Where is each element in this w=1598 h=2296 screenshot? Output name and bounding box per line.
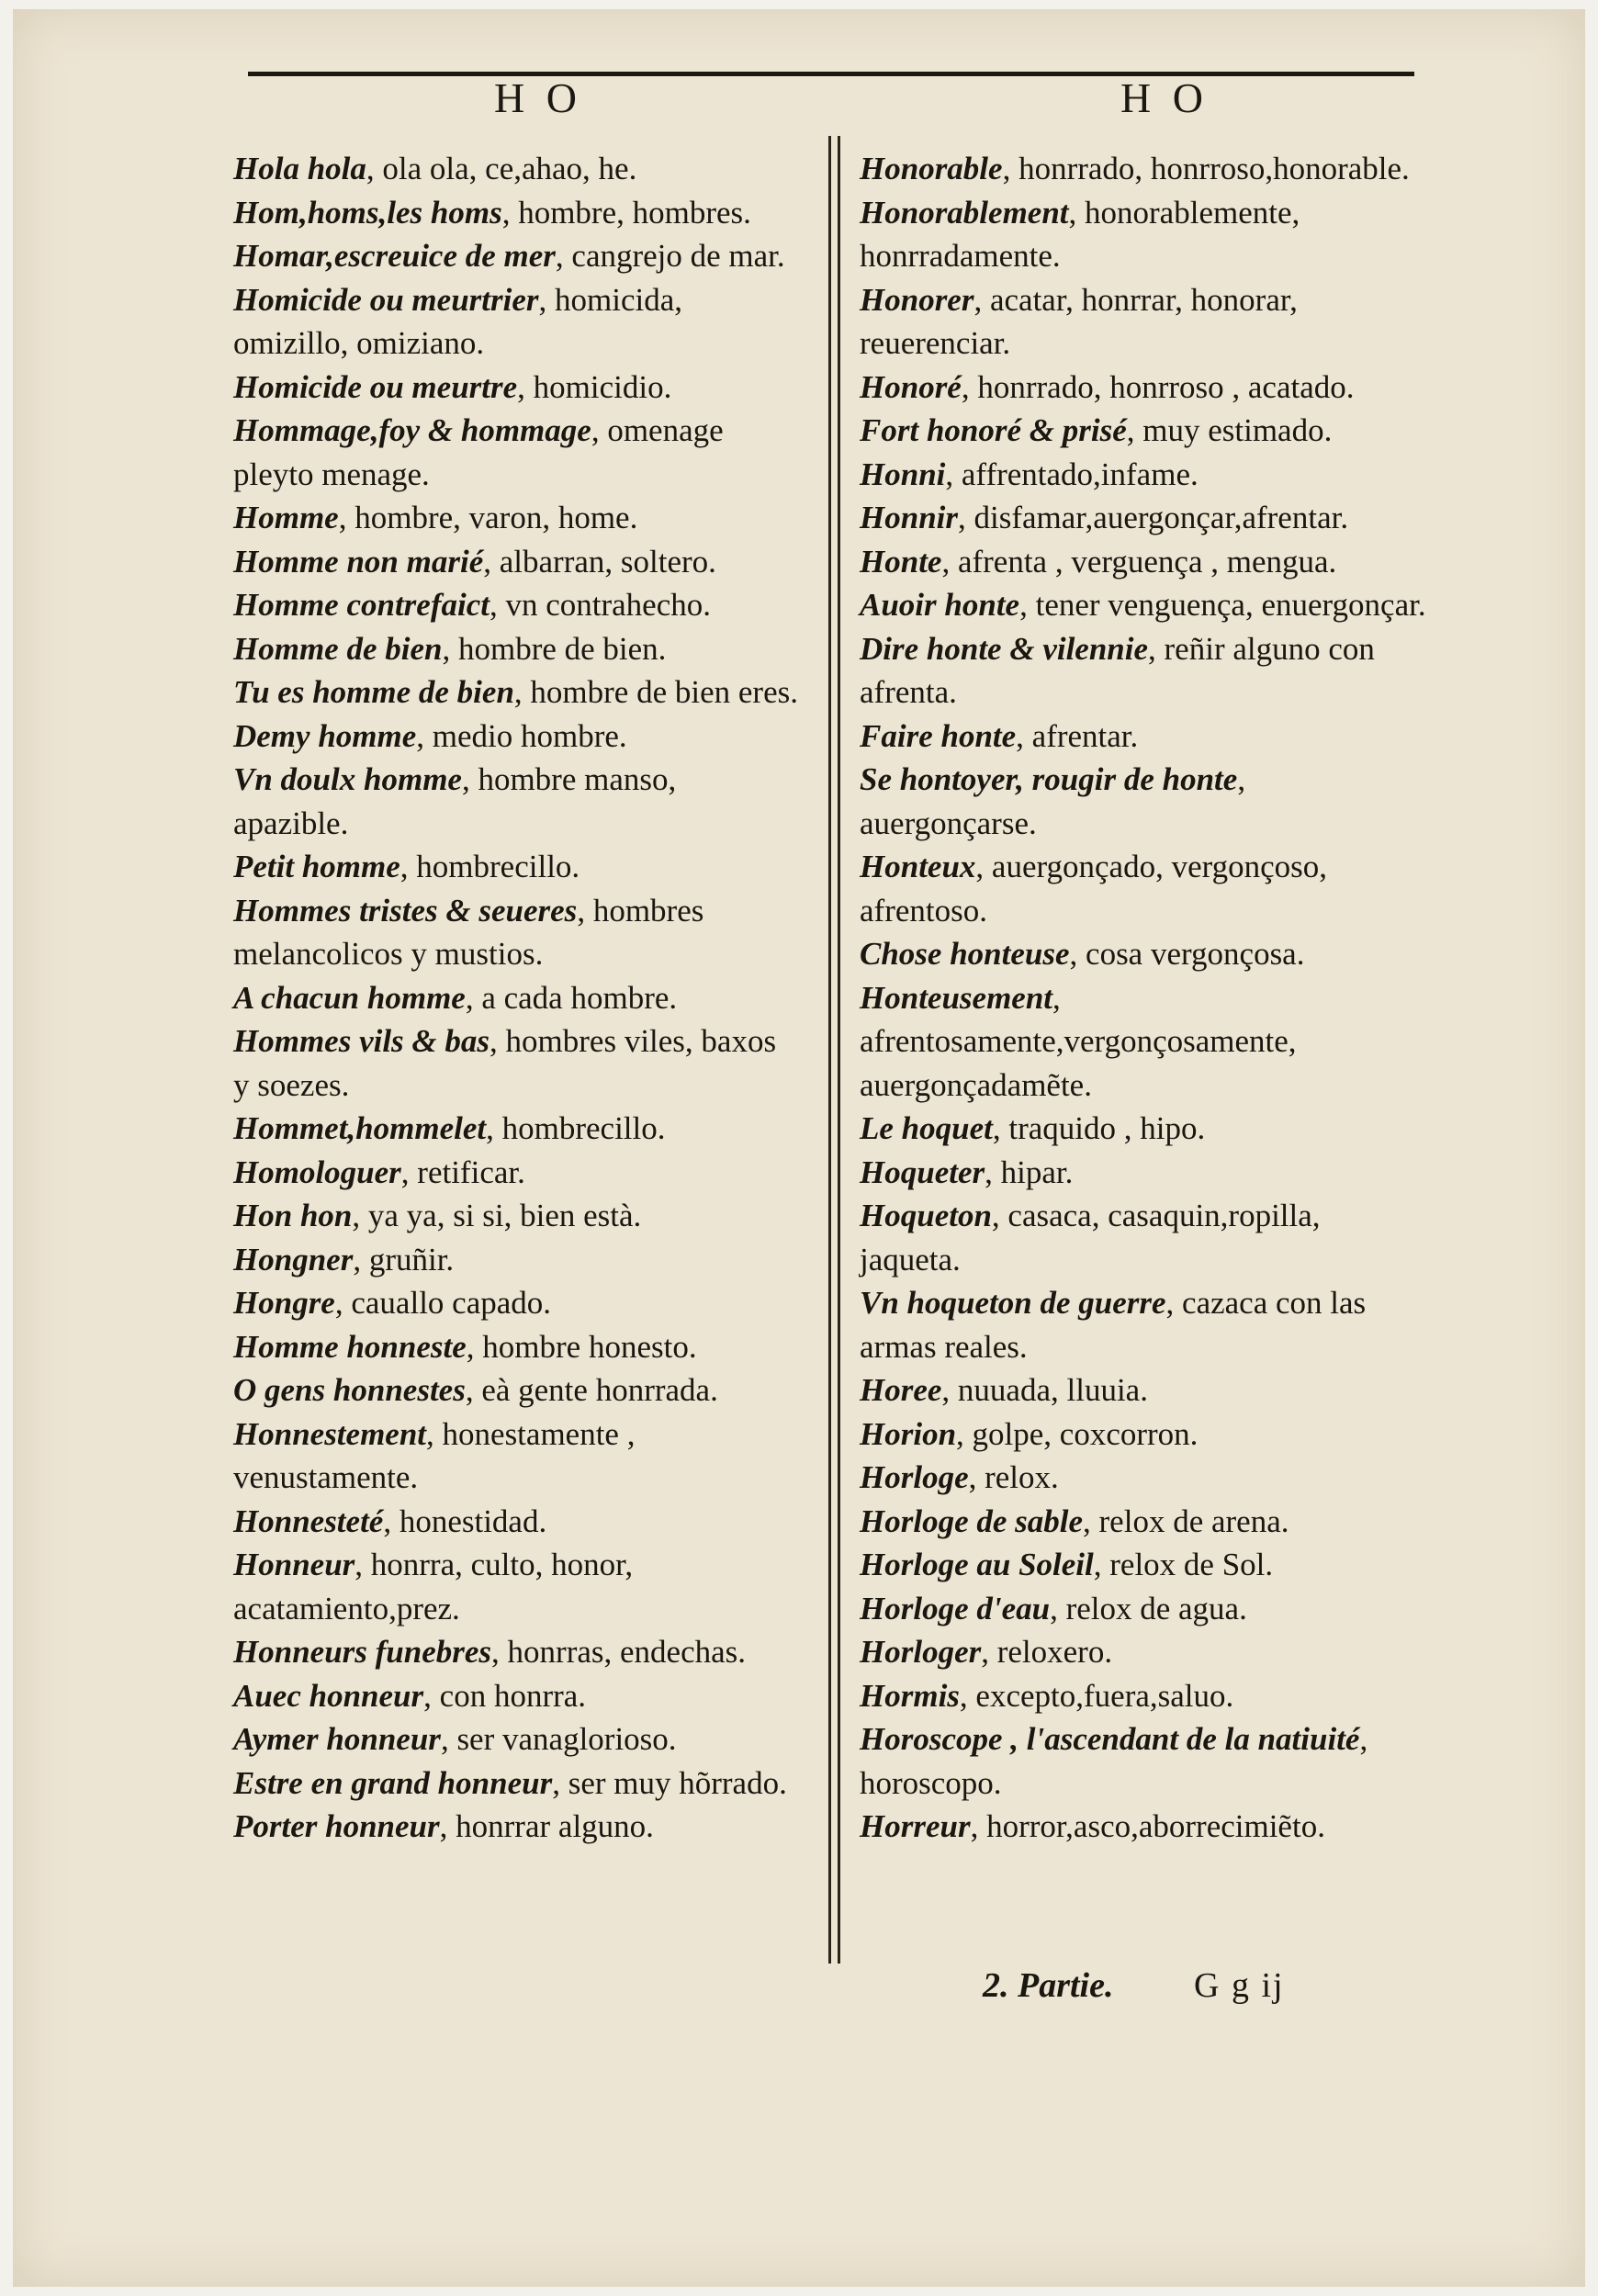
- entry-translation: honrras, endechas.: [507, 1634, 747, 1670]
- entry-headword: Homme: [233, 500, 339, 535]
- entry-translation: eà gente honrrada.: [481, 1372, 718, 1408]
- entry-headword: Honnesteté: [233, 1503, 384, 1539]
- dictionary-entry: Homme contrefaict, vn contrahecho.: [233, 587, 712, 623]
- entry-headword: Hommage,foy & hommage: [233, 412, 591, 448]
- entry-headword: Honteux: [860, 849, 976, 884]
- entry-headword: Homme non marié: [233, 543, 484, 580]
- dictionary-entry: Honnestement, honestamente , venustamente.: [233, 1415, 636, 1495]
- entry-headword: Horloge de sable: [860, 1503, 1084, 1539]
- dictionary-entry: Homme, hombre, varon, home.: [233, 500, 638, 535]
- entry-translation: medio hombre.: [432, 717, 627, 754]
- dictionary-entry: Hon hon, ya ya, si si, bien està.: [233, 1198, 642, 1233]
- entry-headword: Aymer honneur: [233, 1721, 441, 1757]
- dictionary-entry: Honorable, honrrado, honrroso,honorable.: [860, 151, 1410, 186]
- dictionary-entry: Hongre, cauallo capado.: [233, 1285, 552, 1321]
- dictionary-entry: Homicide ou meurtrier, homicida, omizillo, omiziano.: [233, 281, 682, 361]
- entry-translation: hombrecillo.: [501, 1110, 666, 1146]
- entry-headword: Vn hoqueton de guerre: [860, 1285, 1166, 1321]
- dictionary-entry: Honneur, honrra, culto, honor, acatamiento,prez.: [233, 1547, 634, 1626]
- dictionary-entry: Horreur, horror,asco,aborrecimiẽto.: [860, 1808, 1325, 1844]
- entry-headword: Honoré: [860, 368, 962, 405]
- entry-headword: A chacun homme: [233, 979, 466, 1016]
- entry-headword: Horoscope , l'ascendant de la natiuité: [860, 1721, 1360, 1757]
- dictionary-entry: Honorablement, honorablemente, honrradamente.: [860, 194, 1300, 274]
- dictionary-entry: Auoir honte, tener venguença, enuergonçar.: [860, 587, 1426, 623]
- entry-translation: cauallo capado.: [351, 1285, 552, 1321]
- dictionary-entry: Vn doulx homme, hombre manso, apazible.: [233, 761, 677, 841]
- entry-translation: hombrecillo.: [416, 849, 580, 884]
- entry-headword: Hongre: [233, 1285, 335, 1321]
- entry-translation: hombre de bien.: [457, 630, 667, 667]
- entry-translation: auergonçado, vergonçoso, afrentoso.: [860, 849, 1328, 929]
- entry-headword: Le hoquet: [860, 1110, 993, 1146]
- entry-headword: Honorable: [860, 151, 1003, 186]
- dictionary-entry: Honteusement, afrentosamente,vergonçosamente, auergonçadamẽte.: [860, 979, 1297, 1103]
- dictionary-entry: Honni, affrentado,infame.: [860, 456, 1198, 492]
- entry-translation: auergonçarse.: [860, 805, 1037, 841]
- dictionary-entry: Honnir, disfamar,auergonçar,afrentar.: [860, 500, 1349, 535]
- dictionary-entry: Hoqueter, hipar.: [860, 1154, 1074, 1190]
- entry-translation: hombre honesto.: [482, 1328, 697, 1365]
- entry-headword: Horloge au Soleil: [860, 1547, 1094, 1582]
- entry-headword: Estre en grand honneur: [233, 1764, 553, 1801]
- dictionary-entry: Horloge, relox.: [860, 1459, 1059, 1495]
- entry-translation: vn contrahecho.: [505, 587, 712, 623]
- entry-headword: Tu es homme de bien: [233, 674, 514, 710]
- entry-headword: Honteusement: [860, 979, 1053, 1016]
- entry-translation: ola ola, ce,ahao, he.: [382, 151, 637, 186]
- entry-translation: ser vanaglorioso.: [456, 1721, 677, 1757]
- dictionary-entry: A chacun homme, a cada hombre.: [233, 979, 678, 1016]
- entry-translation: honrrar alguno.: [456, 1808, 654, 1844]
- entry-translation: honestamente , venustamente.: [233, 1415, 636, 1495]
- entry-translation: honrrado, honrroso , acatado.: [977, 368, 1355, 405]
- dictionary-entry: Honteux, auergonçado, vergonçoso, afrentoso.: [860, 849, 1328, 929]
- entry-translation: albarran, soltero.: [499, 543, 716, 580]
- entry-headword: Hoqueter: [860, 1154, 985, 1190]
- entry-headword: Hormis: [860, 1677, 960, 1714]
- entry-headword: Honneurs funebres: [233, 1634, 492, 1670]
- signature-mark: G g ij: [1194, 1966, 1285, 2005]
- entry-translation: reloxero.: [996, 1634, 1113, 1670]
- entry-translation: ya ya, si si, bien està.: [367, 1198, 642, 1233]
- dictionary-entry: Honorer, acatar, honrrar, honorar, reuerenciar.: [860, 281, 1298, 361]
- entry-headword: Homologuer: [233, 1154, 401, 1190]
- entry-translation: horoscopo.: [860, 1764, 1002, 1801]
- dictionary-entry: Honte, afrenta , verguença , mengua.: [860, 543, 1337, 580]
- entry-headword: Hon hon: [233, 1198, 353, 1233]
- entry-headword: Auoir honte: [860, 587, 1020, 623]
- dictionary-entry: Honnesteté, honestidad.: [233, 1503, 547, 1539]
- entry-translation: homicida, omizillo, omiziano.: [233, 281, 682, 361]
- dictionary-entry: Estre en grand honneur, ser muy hõrrado.: [233, 1764, 787, 1801]
- dictionary-entry: Faire honte, afrentar.: [860, 717, 1139, 754]
- entry-headword: Horreur: [860, 1808, 971, 1844]
- entry-headword: Horloge: [860, 1459, 969, 1495]
- entry-headword: Honorablement: [860, 194, 1069, 231]
- entry-translation: traquido , hipo.: [1008, 1110, 1206, 1146]
- entry-headword: Dire honte & vilennie: [860, 630, 1149, 667]
- entry-headword: Honnestement: [233, 1415, 427, 1452]
- entry-headword: Homme de bien: [233, 630, 443, 667]
- entry-headword: Honni: [860, 456, 946, 492]
- entry-headword: Auec honneur: [233, 1677, 424, 1714]
- entry-translation: reñir alguno con afrenta.: [860, 630, 1375, 710]
- entry-translation: relox.: [985, 1459, 1059, 1495]
- entry-headword: Vn doulx homme: [233, 761, 462, 797]
- entry-translation: hombre de bien eres.: [530, 674, 798, 710]
- entry-headword: Horee: [860, 1372, 942, 1408]
- entry-translation: honestidad.: [399, 1503, 547, 1539]
- dictionary-entry: Horloge au Soleil, relox de Sol.: [860, 1547, 1274, 1582]
- entry-translation: tener venguença, enuergonçar.: [1035, 587, 1426, 623]
- entry-translation: ser muy hõrrado.: [568, 1764, 787, 1801]
- dictionary-entry: Homme honneste, hombre honesto.: [233, 1328, 697, 1365]
- dictionary-entry: Hom,homs,les homs, hombre, hombres.: [233, 194, 751, 231]
- dictionary-entry: Fort honoré & prisé, muy estimado.: [860, 412, 1333, 448]
- column-divider-inner: [838, 136, 840, 1964]
- entry-translation: relox de Sol.: [1109, 1547, 1274, 1582]
- signature-line: 2. Partie.: [983, 1966, 1114, 2005]
- entry-translation: relox de agua.: [1065, 1590, 1247, 1626]
- entry-translation: hipar.: [1000, 1154, 1074, 1190]
- dictionary-entry: Tu es homme de bien, hombre de bien eres.: [233, 674, 798, 710]
- entry-translation: afrentar.: [1031, 717, 1139, 754]
- entry-headword: Hommes tristes & seueres: [233, 892, 578, 929]
- header-rule: [248, 72, 1414, 76]
- dictionary-entry: Hommage,foy & hommage, omenage pleyto menage.: [233, 412, 724, 492]
- entry-headword: Honneur: [233, 1547, 355, 1582]
- entry-translation: afrenta , verguença , mengua.: [957, 543, 1337, 580]
- entry-translation: excepto,fuera,saluo.: [975, 1677, 1234, 1714]
- entry-headword: Demy homme: [233, 717, 417, 754]
- dictionary-entry: Horloge de sable, relox de arena.: [860, 1503, 1289, 1539]
- dictionary-entry: Homme non marié, albarran, soltero.: [233, 543, 716, 580]
- entry-translation: hombres viles, baxos y soezes.: [233, 1023, 777, 1103]
- entry-headword: Horloger: [860, 1634, 982, 1670]
- entry-headword: Homme honneste: [233, 1328, 467, 1365]
- entry-translation: hombre manso, apazible.: [233, 761, 677, 841]
- dictionary-entry: O gens honnestes, eà gente honrrada.: [233, 1372, 718, 1408]
- entry-translation: disfamar,auergonçar,afrentar.: [973, 500, 1349, 535]
- entry-headword: Honnir: [860, 500, 958, 535]
- entry-translation: honorablemente, honrradamente.: [860, 194, 1300, 274]
- dictionary-entry: Demy homme, medio hombre.: [233, 717, 627, 754]
- entry-headword: Hommet,hommelet: [233, 1110, 487, 1146]
- column-divider: [828, 136, 831, 1964]
- dictionary-entry: Homicide ou meurtre, homicidio.: [233, 368, 672, 405]
- entry-translation: casaca, casaquin,ropilla, jaqueta.: [860, 1198, 1321, 1277]
- dictionary-entry: Honneurs funebres, honrras, endechas.: [233, 1634, 747, 1670]
- entry-headword: Hoqueton: [860, 1198, 992, 1233]
- entry-headword: Faire honte: [860, 717, 1017, 754]
- entry-headword: Se hontoyer, rougir de honte: [860, 761, 1238, 797]
- dictionary-entry: Hormis, excepto,fuera,saluo.: [860, 1677, 1234, 1714]
- entry-translation: affrentado,infame.: [961, 456, 1198, 492]
- dictionary-entry: Homologuer, retificar.: [233, 1154, 525, 1190]
- entry-headword: Porter honneur: [233, 1808, 440, 1844]
- entry-translation: horror,asco,aborrecimiẽto.: [986, 1808, 1325, 1844]
- entry-translation: afrentosamente,vergonçosamente, auergonçadamẽte.: [860, 1023, 1297, 1103]
- dictionary-entry: Hola hola, ola ola, ce,ahao, he.: [233, 151, 637, 186]
- entry-headword: Homicide ou meurtrier: [233, 281, 539, 318]
- dictionary-entry: Homme de bien, hombre de bien.: [233, 630, 667, 667]
- dictionary-entry: Petit homme, hombrecillo.: [233, 849, 580, 884]
- dictionary-entry: Dire honte & vilennie, reñir alguno con afrenta.: [860, 630, 1375, 710]
- entry-headword: Homme contrefaict: [233, 587, 490, 623]
- entry-headword: Hom,homs,les homs: [233, 194, 502, 231]
- dictionary-entry: Horloger, reloxero.: [860, 1634, 1113, 1670]
- entry-translation: cazaca con las armas reales.: [860, 1285, 1367, 1365]
- entry-translation: gruñir.: [368, 1241, 455, 1277]
- entry-headword: Homicide ou meurtre: [233, 368, 518, 405]
- dictionary-entry: Hongner, gruñir.: [233, 1241, 455, 1277]
- entry-headword: Honte: [860, 543, 942, 580]
- dictionary-entry: Hommes tristes & seueres, hombres melancolicos y mustios.: [233, 892, 704, 972]
- dictionary-entry: Horloge d'eau, relox de agua.: [860, 1590, 1247, 1626]
- entry-translation: honrra, culto, honor, acatamiento,prez.: [233, 1547, 634, 1626]
- entry-headword: Horion: [860, 1415, 957, 1452]
- entry-translation: cangrejo de mar.: [571, 238, 785, 274]
- entry-headword: Hommes vils & bas: [233, 1023, 490, 1059]
- entry-headword: Homar,escreuice de mer: [233, 238, 556, 274]
- entry-translation: a cada hombre.: [481, 979, 678, 1016]
- dictionary-entry: Hommes vils & bas, hombres viles, baxos y soezes.: [233, 1023, 777, 1103]
- entry-translation: con honrra.: [439, 1677, 587, 1714]
- entry-translation: hombre, hombres.: [518, 194, 751, 231]
- dictionary-entry: Honoré, honrrado, honrroso , acatado.: [860, 368, 1355, 405]
- entry-headword: Honorer: [860, 281, 974, 318]
- entry-headword: Horloge d'eau: [860, 1590, 1051, 1626]
- dictionary-entry: Chose honteuse, cosa vergonçosa.: [860, 936, 1305, 972]
- dictionary-entry: Horion, golpe, coxcorron.: [860, 1415, 1198, 1452]
- left-column: [233, 147, 799, 1849]
- entry-translation: honrrado, honrroso,honorable.: [1018, 151, 1410, 186]
- dictionary-entry: Hoqueton, casaca, casaquin,ropilla, jaqueta.: [860, 1198, 1321, 1277]
- dictionary-entry: Le hoquet, traquido , hipo.: [860, 1110, 1206, 1146]
- dictionary-entry: Se hontoyer, rougir de honte, auergonçarse.: [860, 761, 1246, 841]
- entry-translation: retificar.: [417, 1154, 525, 1190]
- running-head-left: H O: [494, 74, 582, 121]
- dictionary-entry: Horoscope , l'ascendant de la natiuité, horoscopo.: [860, 1721, 1368, 1801]
- entry-headword: Chose honteuse: [860, 936, 1070, 972]
- dictionary-entry: Homar,escreuice de mer, cangrejo de mar.: [233, 238, 785, 274]
- entry-translation: nuuada, lluuia.: [957, 1372, 1148, 1408]
- entry-translation: golpe, coxcorron.: [972, 1415, 1198, 1452]
- entry-translation: relox de arena.: [1098, 1503, 1289, 1539]
- entry-translation: acatar, honrrar, honorar, reuerenciar.: [860, 281, 1298, 361]
- entry-headword: O gens honnestes: [233, 1372, 466, 1408]
- entry-translation: homicidio.: [533, 368, 672, 405]
- entry-translation: cosa vergonçosa.: [1086, 936, 1305, 972]
- dictionary-entry: Vn hoqueton de guerre, cazaca con las armas reales.: [860, 1285, 1367, 1365]
- dictionary-entry: Horee, nuuada, lluuia.: [860, 1372, 1148, 1408]
- dictionary-entry: Aymer honneur, ser vanaglorioso.: [233, 1721, 677, 1757]
- entry-translation: muy estimado.: [1142, 412, 1333, 448]
- running-head-right: H O: [1120, 74, 1209, 121]
- entry-translation: omenage pleyto menage.: [233, 412, 724, 492]
- dictionary-entry: Hommet,hommelet, hombrecillo.: [233, 1110, 666, 1146]
- entry-headword: Hongner: [233, 1241, 354, 1277]
- dictionary-entry: Auec honneur, con honrra.: [233, 1677, 587, 1714]
- right-column: [860, 147, 1429, 1849]
- entry-translation: hombre, varon, home.: [354, 500, 638, 535]
- entry-headword: Hola hola: [233, 151, 366, 186]
- entry-translation: hombres melancolicos y mustios.: [233, 892, 704, 972]
- entry-headword: Petit homme: [233, 849, 400, 884]
- entry-headword: Fort honoré & prisé: [860, 412, 1127, 448]
- dictionary-entry: Porter honneur, honrrar alguno.: [233, 1808, 654, 1844]
